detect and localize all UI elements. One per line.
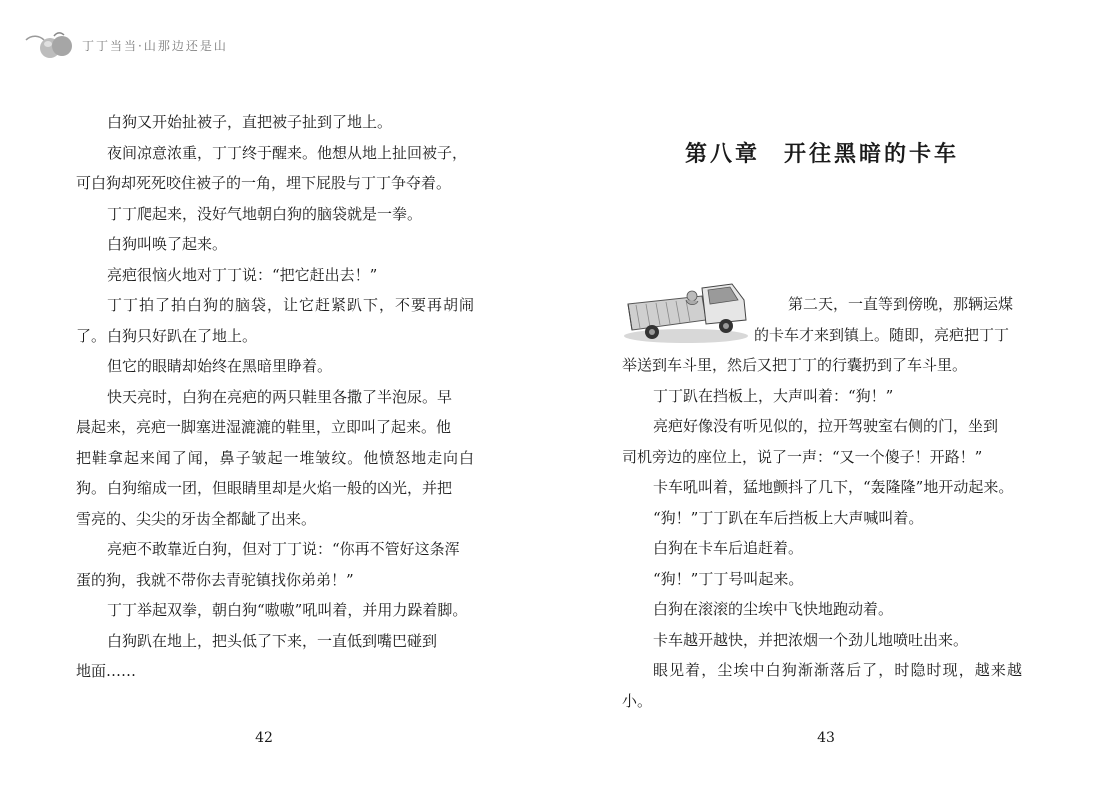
paragraph-line: 举送到车斗里，然后又把丁丁的行囊扔到了车斗里。 bbox=[622, 356, 968, 374]
paragraph-line: 地面…… bbox=[76, 662, 137, 680]
paragraph-line: “狗！”丁丁趴在车后挡板上大声喊叫着。 bbox=[653, 508, 924, 527]
paragraph-line: 亮疤很恼火地对丁丁说：“把它赶出去！” bbox=[107, 265, 378, 284]
paragraph-line: 把鞋拿起来闻了闻，鼻子皱起一堆皱纹。他愤怒地走向白狗。 bbox=[76, 448, 474, 497]
paragraph-line: 卡车吼叫着，猛地颤抖了几下，“轰隆隆”地开动起来。 bbox=[653, 478, 1014, 496]
chapter-name: 开往黑暗的卡车 bbox=[784, 141, 960, 167]
paragraph-line: 丁丁趴在挡板上，大声叫着：“狗！” bbox=[653, 386, 894, 405]
paragraph-line: 夜间凉意浓重，丁丁终于醒来。他想从地上扯回被子， bbox=[107, 143, 468, 162]
paragraph-line: 快天亮时，白狗在亮疤的两只鞋里各撒了半泡尿。早 bbox=[107, 387, 453, 406]
page-number: 43 bbox=[817, 730, 835, 746]
paragraph-line: 丁丁拍了拍白狗的脑袋，让它赶紧趴下，不要再胡闹了。 bbox=[76, 296, 474, 345]
paragraph-line: 白狗趴在地上，把头低了下来，一直低到嘴巴碰到 bbox=[107, 631, 438, 650]
paragraph-line: 的卡车才来到镇上。随即，亮疤把丁丁 bbox=[754, 325, 1010, 344]
paragraph-line: 司机旁边的座位上，说了一声：“又一个傻子！开路！” bbox=[622, 447, 983, 466]
paragraph-line: “狗！”丁丁号叫起来。 bbox=[653, 569, 804, 588]
page-number: 42 bbox=[255, 730, 273, 746]
series-title: 丁丁当当·山那边还是山 bbox=[82, 38, 228, 53]
paragraph-line: 白狗缩成一团，但眼睛里却是火焰一般的凶光，并把 bbox=[107, 479, 453, 497]
paragraph-line: 丁丁举起双拳，朝白狗“嗷嗷”吼叫着，并用力跺着脚。 bbox=[107, 601, 468, 619]
right-page bbox=[622, 0, 1022, 786]
paragraph-line: 白狗叫唤了起来。 bbox=[107, 235, 228, 253]
paragraph-line: 第二天，一直等到傍晚，那辆运煤 bbox=[788, 295, 1014, 313]
paragraph-line: 眼见着，尘埃中白狗渐渐落后了，时隐时现，越来越小。 bbox=[622, 661, 1022, 710]
paragraph-line: 蛋的狗，我就不带你去青驼镇找你弟弟！” bbox=[76, 570, 354, 589]
chapter-title bbox=[622, 137, 1022, 168]
paragraph-line: 雪亮的、尖尖的牙齿全都龇了出来。 bbox=[76, 509, 317, 528]
paragraph-line: 白狗在滚滚的尘埃中飞快地跑动着。 bbox=[653, 600, 894, 618]
twin-gourd-logo-icon bbox=[24, 28, 76, 62]
paragraph-line: 可白狗却死死咬住被子的一角，埋下屁股与丁丁争夺着。 bbox=[76, 174, 452, 192]
paragraph-line: 白狗只好趴在了地上。 bbox=[107, 326, 258, 345]
paragraph-line: 白狗在卡车后追赶着。 bbox=[653, 539, 804, 557]
paragraph-line: 亮疤好像没有听见似的，拉开驾驶室右侧的门，坐到 bbox=[653, 417, 999, 435]
wrapped-paragraph bbox=[622, 289, 1022, 381]
paragraph-line: 白狗又开始扯被子，直把被子扯到了地上。 bbox=[107, 113, 393, 131]
paragraph-line: 丁丁爬起来，没好气地朝白狗的脑袋就是一拳。 bbox=[107, 204, 423, 223]
paragraph-line: 卡车越开越快，并把浓烟一个劲儿地喷吐出来。 bbox=[653, 630, 969, 649]
chapter-label: 第八章 bbox=[684, 141, 760, 167]
left-page bbox=[76, 0, 474, 786]
paragraph-line: 但它的眼睛却始终在黑暗里睁着。 bbox=[107, 357, 333, 375]
paragraph-line: 亮疤不敢靠近白狗，但对丁丁说：“你再不管好这条浑 bbox=[107, 540, 460, 558]
paragraph-line: 晨起来，亮疤一脚塞进湿漉漉的鞋里，立即叫了起来。他 bbox=[76, 418, 452, 436]
